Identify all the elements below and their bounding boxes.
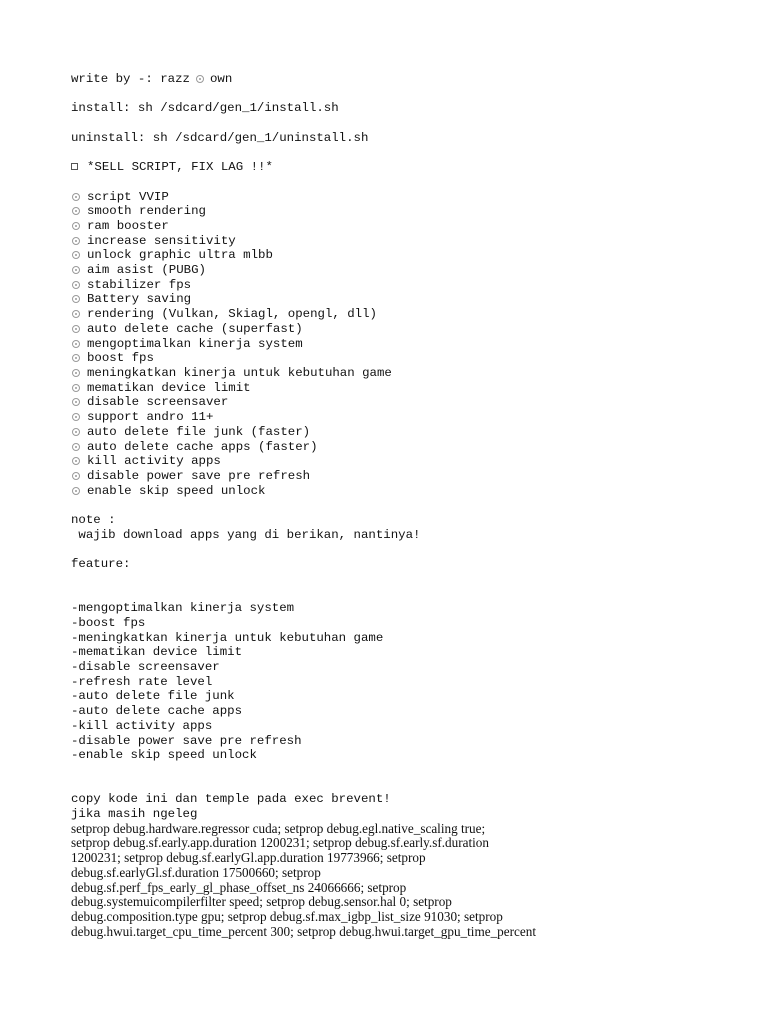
uninstall-line: uninstall: sh /sdcard/gen_1/uninstall.sh	[71, 130, 369, 145]
list-item: -enable skip speed unlock	[71, 748, 257, 763]
list-item-text: auto delete cache (superfast)	[87, 321, 303, 336]
sell-title-line	[71, 160, 751, 175]
list-item-text: stabilizer fps	[87, 277, 192, 292]
list-item	[71, 204, 751, 219]
list-item	[71, 190, 751, 205]
circle-dot-icon	[72, 428, 80, 436]
circle-dot-icon	[196, 75, 204, 83]
circle-dot-icon	[72, 222, 80, 230]
document-page	[71, 72, 751, 939]
circle-dot-icon	[72, 251, 80, 259]
list-item-text: enable skip speed unlock	[87, 483, 266, 498]
list-item	[71, 425, 751, 440]
list-item-text: Battery saving	[87, 292, 192, 307]
copy-intro: copy kode ini dan temple pada exec brevent!	[71, 792, 391, 807]
code-line: debug.hwui.target_cpu_time_percent 300; setprop debug.hwui.target_gpu_time_percent	[71, 923, 536, 939]
circle-dot-icon	[72, 369, 80, 377]
list-item	[71, 322, 751, 337]
list-item	[71, 337, 751, 352]
list-item: -disable screensaver	[71, 660, 220, 674]
list-item-text: mematikan device limit	[87, 380, 251, 395]
list-item-text: boost fps	[87, 351, 154, 366]
list-item-text: mengoptimalkan kinerja system	[87, 336, 303, 351]
dash-feature-list	[71, 601, 751, 763]
circle-dot-icon	[72, 207, 80, 215]
bulleted-feature-list	[71, 190, 751, 499]
spacer	[71, 87, 751, 102]
list-item	[71, 351, 751, 366]
list-item-text: auto delete file junk (faster)	[87, 424, 311, 439]
list-item-text: smooth rendering	[87, 204, 206, 219]
list-item-text: support andro 11+	[87, 410, 214, 425]
list-item-text: kill activity apps	[87, 454, 221, 469]
note-text: wajib download apps yang di berikan, nantinya!	[71, 527, 421, 542]
circle-dot-icon	[72, 398, 80, 406]
sell-title: *SELL SCRIPT, FIX LAG !!*	[87, 160, 273, 175]
list-item	[71, 454, 751, 469]
code-line: debug.sf.earlyGl.sf.duration 17500660; setprop	[71, 864, 321, 880]
list-item-text: auto delete cache apps (faster)	[87, 439, 318, 454]
copy-sub: jika masih ngeleg	[71, 807, 198, 821]
circle-dot-icon	[72, 443, 80, 451]
list-item	[71, 248, 751, 263]
circle-dot-icon	[72, 384, 80, 392]
square-icon	[71, 163, 78, 170]
list-item: -meningkatkan kinerja untuk kebutuhan game	[71, 630, 384, 645]
circle-dot-icon	[72, 281, 80, 289]
list-item-text: increase sensitivity	[87, 233, 236, 248]
list-item-text: unlock graphic ultra mlbb	[87, 248, 273, 263]
circle-dot-icon	[72, 413, 80, 421]
circle-dot-icon	[72, 237, 80, 245]
code-line: setprop debug.hardware.regressor cuda; setprop debug.egl.native_scaling true;	[71, 820, 486, 836]
spacer	[71, 778, 751, 793]
install-line: install: sh /sdcard/gen_1/install.sh	[71, 101, 339, 116]
list-item	[71, 440, 751, 455]
list-item: -boost fps	[71, 615, 146, 630]
circle-dot-icon	[72, 487, 80, 495]
circle-dot-icon	[72, 310, 80, 318]
spacer	[71, 542, 751, 557]
list-item: -kill activity apps	[71, 718, 213, 733]
setprop-code-block	[71, 822, 751, 940]
list-item	[71, 278, 751, 293]
list-item-text: aim asist (PUBG)	[87, 263, 206, 278]
spacer	[71, 763, 751, 778]
list-item	[71, 395, 751, 410]
list-item-text: disable power save pre refresh	[87, 468, 311, 483]
circle-dot-icon	[72, 193, 80, 201]
list-item	[71, 410, 751, 425]
code-line: debug.sf.perf_fps_early_gl_phase_offset_ns 24066666; setprop	[71, 879, 407, 895]
list-item	[71, 263, 751, 278]
circle-dot-icon	[72, 266, 80, 274]
list-item	[71, 292, 751, 307]
circle-dot-icon	[72, 472, 80, 480]
circle-dot-icon	[72, 457, 80, 465]
list-item: -refresh rate level	[71, 674, 213, 689]
code-line: 1200231; setprop debug.sf.earlyGl.app.duration 19773966; setprop	[71, 850, 426, 866]
code-line: debug.composition.type gpu; setprop debug.sf.max_igbp_list_size 91030; setprop	[71, 908, 503, 924]
list-item-text: meningkatkan kinerja untuk kebutuhan game	[87, 366, 392, 380]
author-suffix: own	[209, 72, 233, 86]
list-item	[71, 219, 751, 234]
list-item-text: rendering (Vulkan, Skiagl, opengl, dll)	[87, 307, 377, 322]
circle-dot-icon	[72, 325, 80, 333]
spacer	[71, 498, 751, 513]
list-item-text: disable screensaver	[87, 395, 229, 410]
list-item-text: script VVIP	[87, 189, 169, 204]
list-item	[71, 381, 751, 396]
list-item	[71, 234, 751, 249]
list-item	[71, 484, 751, 499]
circle-dot-icon	[72, 354, 80, 362]
list-item: -auto delete cache apps	[71, 704, 243, 719]
author-line	[71, 72, 751, 87]
list-item: -auto delete file junk	[71, 689, 235, 704]
feature-label: feature:	[71, 557, 131, 572]
code-line: setprop debug.sf.early.app.duration 1200231; setprop debug.sf.early.sf.duration	[71, 835, 489, 851]
circle-dot-icon	[72, 340, 80, 348]
list-item-text: ram booster	[87, 218, 169, 233]
spacer	[71, 145, 751, 160]
spacer	[71, 175, 751, 190]
note-label: note :	[71, 513, 116, 528]
list-item: -disable power save pre refresh	[71, 733, 302, 748]
spacer	[71, 587, 751, 602]
list-item	[71, 307, 751, 322]
spacer	[71, 572, 751, 587]
spacer	[71, 116, 751, 131]
code-line: debug.systemuicompilerfilter speed; setprop debug.sensor.hal 0; setprop	[71, 894, 452, 910]
author-prefix: write by -: razz	[71, 72, 190, 86]
list-item: -mematikan device limit	[71, 645, 243, 660]
list-item	[71, 469, 751, 484]
list-item	[71, 366, 751, 381]
circle-dot-icon	[72, 295, 80, 303]
list-item: -mengoptimalkan kinerja system	[71, 601, 295, 616]
